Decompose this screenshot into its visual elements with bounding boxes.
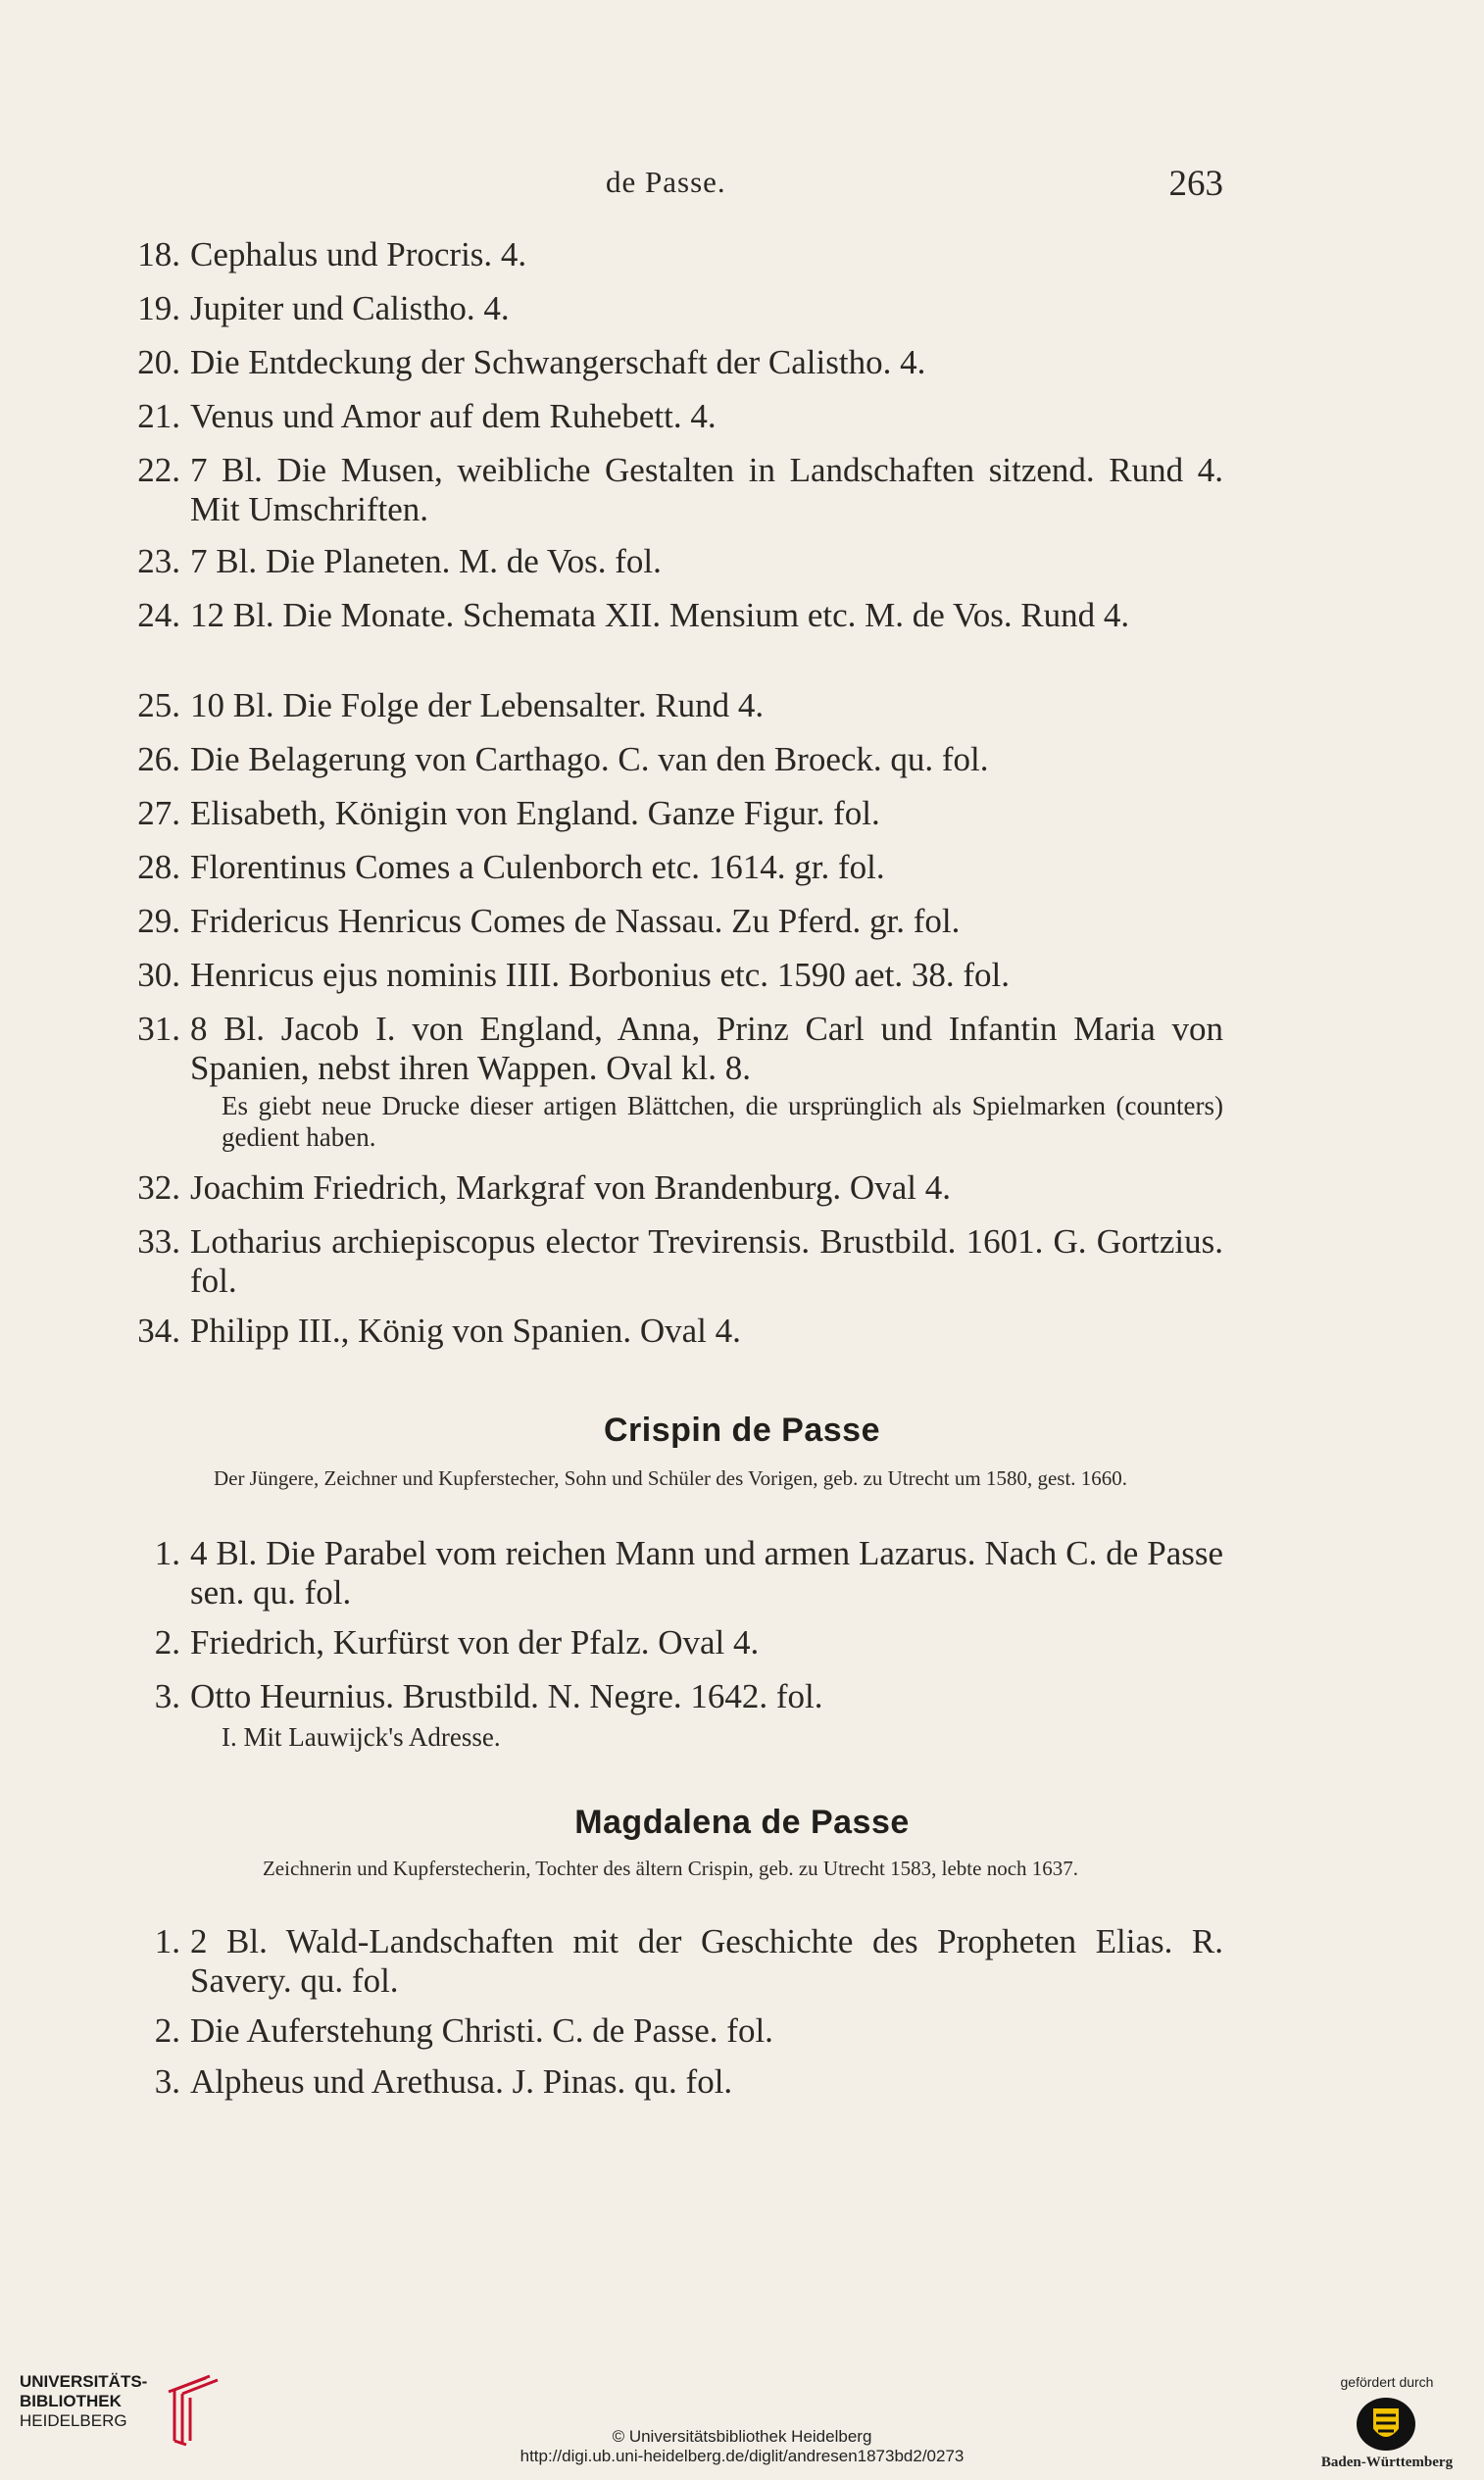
running-title: de Passe. [606,165,726,199]
entry-text: Philipp III., König von Spanien. Oval 4. [190,1312,741,1350]
entry-30 [116,956,1223,995]
page-number: 263 [1168,164,1223,204]
entry-text: Florentinus Comes a Culenborch etc. 1614. gr. fol. [190,848,885,886]
state-coat-of-arms-icon [1355,2396,1417,2453]
entry-number: 1. [154,1534,180,1572]
entry-text: 12 Bl. Die Monate. Schemata XII. Mensium etc. M. de Vos. Rund 4. [190,596,1130,634]
entry-number: 3. [154,2062,180,2101]
entry-text: 7 Bl. Die Planeten. M. de Vos. fol. [190,542,662,580]
copyright-notice: © Universitätsbibliothek Heidelberg [612,2427,872,2446]
entry-18 [116,235,1223,274]
entry-number: 24. [137,596,180,634]
entry-text: Die Belagerung von Carthago. C. van den Broeck. qu. fol. [190,740,989,778]
entry-29 [116,902,1223,941]
entry-number: 26. [137,740,180,778]
entry-31 [116,1010,1223,1088]
entry-26 [116,740,1223,779]
logo-line-2: BIBLIOTHEK [20,2392,122,2410]
entry-text: 7 Bl. Die Musen, weibliche Gestalten in Landschaften sitzend. Rund 4. Mit Umschriften. [190,451,1223,528]
digitization-footer [0,2333,1484,2480]
entry-number: 21. [137,397,180,435]
permalink-url[interactable]: http://digi.ub.uni-heidelberg.de/diglit/andresen1873bd2/0273 [519,2447,965,2465]
entry-number: 27. [137,794,180,832]
entry-28 [116,848,1223,887]
entry-19 [116,289,1223,328]
entry-number: 2. [154,2011,180,2050]
section-title-magdalena: Magdalena de Passe [574,1804,910,1841]
logo-wordmark [20,2372,147,2431]
entry-text: Friedrich, Kurfürst von der Pfalz. Oval 4. [190,1623,760,1662]
section-subtitle-crispin: Der Jüngere, Zeichner und Kupferstecher, Sohn und Schüler des Vorigen, geb. zu Utrecht um 1580, gest. 1660. [213,1466,1128,1490]
entry-text: Otto Heurnius. Brustbild. N. Negre. 1642. fol. [190,1677,823,1715]
entry-text: Jupiter und Calistho. 4. [190,289,510,327]
entry-number: 23. [137,542,180,580]
entry-text: 4 Bl. Die Parabel vom reichen Mann und armen Lazarus. Nach C. de Passe sen. qu. fol. [190,1534,1223,1612]
entry-number: 34. [137,1312,180,1350]
entry-text: Lotharius archiepiscopus elector Trevirensis. Brustbild. 1601. G. Gortzius. fol. [190,1222,1223,1300]
section-subtitle-magdalena: Zeichnerin und Kupferstecherin, Tochter des ältern Crispin, geb. zu Utrecht 1583, lebte noch 1637. [262,1857,1079,1880]
entry-31-note: Es giebt neue Drucke dieser artigen Blättchen, die ursprünglich als Spielmarken (counters) gedient haben. [222,1091,1223,1152]
entry-text: 8 Bl. Jacob I. von England, Anna, Prinz Carl und Infantin Maria von Spanien, nebst ihren Wappen. Oval kl. 8. [190,1010,1223,1087]
entry-21 [116,397,1223,436]
entry-number: 19. [137,289,180,327]
crispin-note: I. Mit Lauwijck's Adresse. [222,1722,501,1752]
entry-number: 18. [137,235,180,273]
entry-text: Fridericus Henricus Comes de Nassau. Zu Pferd. gr. fol. [190,902,961,940]
entry-number: 22. [137,451,180,489]
funded-by-label: gefördert durch [1340,2374,1434,2390]
entry-text: Alpheus und Arethusa. J. Pinas. qu. fol. [190,2062,733,2101]
entry-number: 29. [137,902,180,940]
magdalena-entry-1 [116,1922,1223,2001]
entry-23 [116,542,1223,581]
logo-line-3: HEIDELBERG [20,2411,127,2430]
crispin-entry-2 [116,1623,1223,1662]
entry-text: Henricus ejus nominis IIII. Borbonius etc. 1590 aet. 38. fol. [190,956,1010,994]
entry-text: Joachim Friedrich, Markgraf von Brandenburg. Oval 4. [190,1168,951,1207]
entry-number: 32. [137,1168,180,1207]
entry-27 [116,794,1223,833]
entry-text: 10 Bl. Die Folge der Lebensalter. Rund 4. [190,686,765,724]
entry-text: Elisabeth, Königin von England. Ganze Figur. fol. [190,794,880,832]
state-name: Baden-Württemberg [1320,2455,1454,2470]
entry-20 [116,343,1223,382]
entry-text: Venus und Amor auf dem Ruhebett. 4. [190,397,717,435]
section-title-crispin: Crispin de Passe [603,1412,880,1449]
entry-25 [116,686,1223,725]
entry-text: Die Entdeckung der Schwangerschaft der Calistho. 4. [190,343,926,381]
entry-number: 30. [137,956,180,994]
page-header [0,165,1484,204]
entry-34 [116,1312,1223,1351]
crispin-entry-3 [116,1677,1223,1716]
entry-number: 31. [137,1010,180,1048]
entry-22 [116,451,1223,529]
entry-number: 33. [137,1222,180,1261]
entry-32 [116,1168,1223,1208]
entry-number: 20. [137,343,180,381]
entry-number: 2. [154,1623,180,1662]
entry-text: Cephalus und Procris. 4. [190,235,527,273]
entry-number: 25. [137,686,180,724]
entry-number: 28. [137,848,180,886]
magdalena-entry-2 [116,2011,1223,2051]
logo-line-1: UNIVERSITÄTS- [20,2372,148,2391]
crispin-entry-1 [116,1534,1223,1612]
entry-text: Die Auferstehung Christi. C. de Passe. fol. [190,2011,773,2050]
entry-number: 1. [154,1922,180,1960]
magdalena-entry-3 [116,2062,1223,2102]
entry-text: 2 Bl. Wald-Landschaften mit der Geschichte des Propheten Elias. R. Savery. qu. fol. [190,1922,1223,2000]
entry-number: 3. [154,1677,180,1715]
entry-33 [116,1222,1223,1301]
entry-24 [116,596,1223,635]
